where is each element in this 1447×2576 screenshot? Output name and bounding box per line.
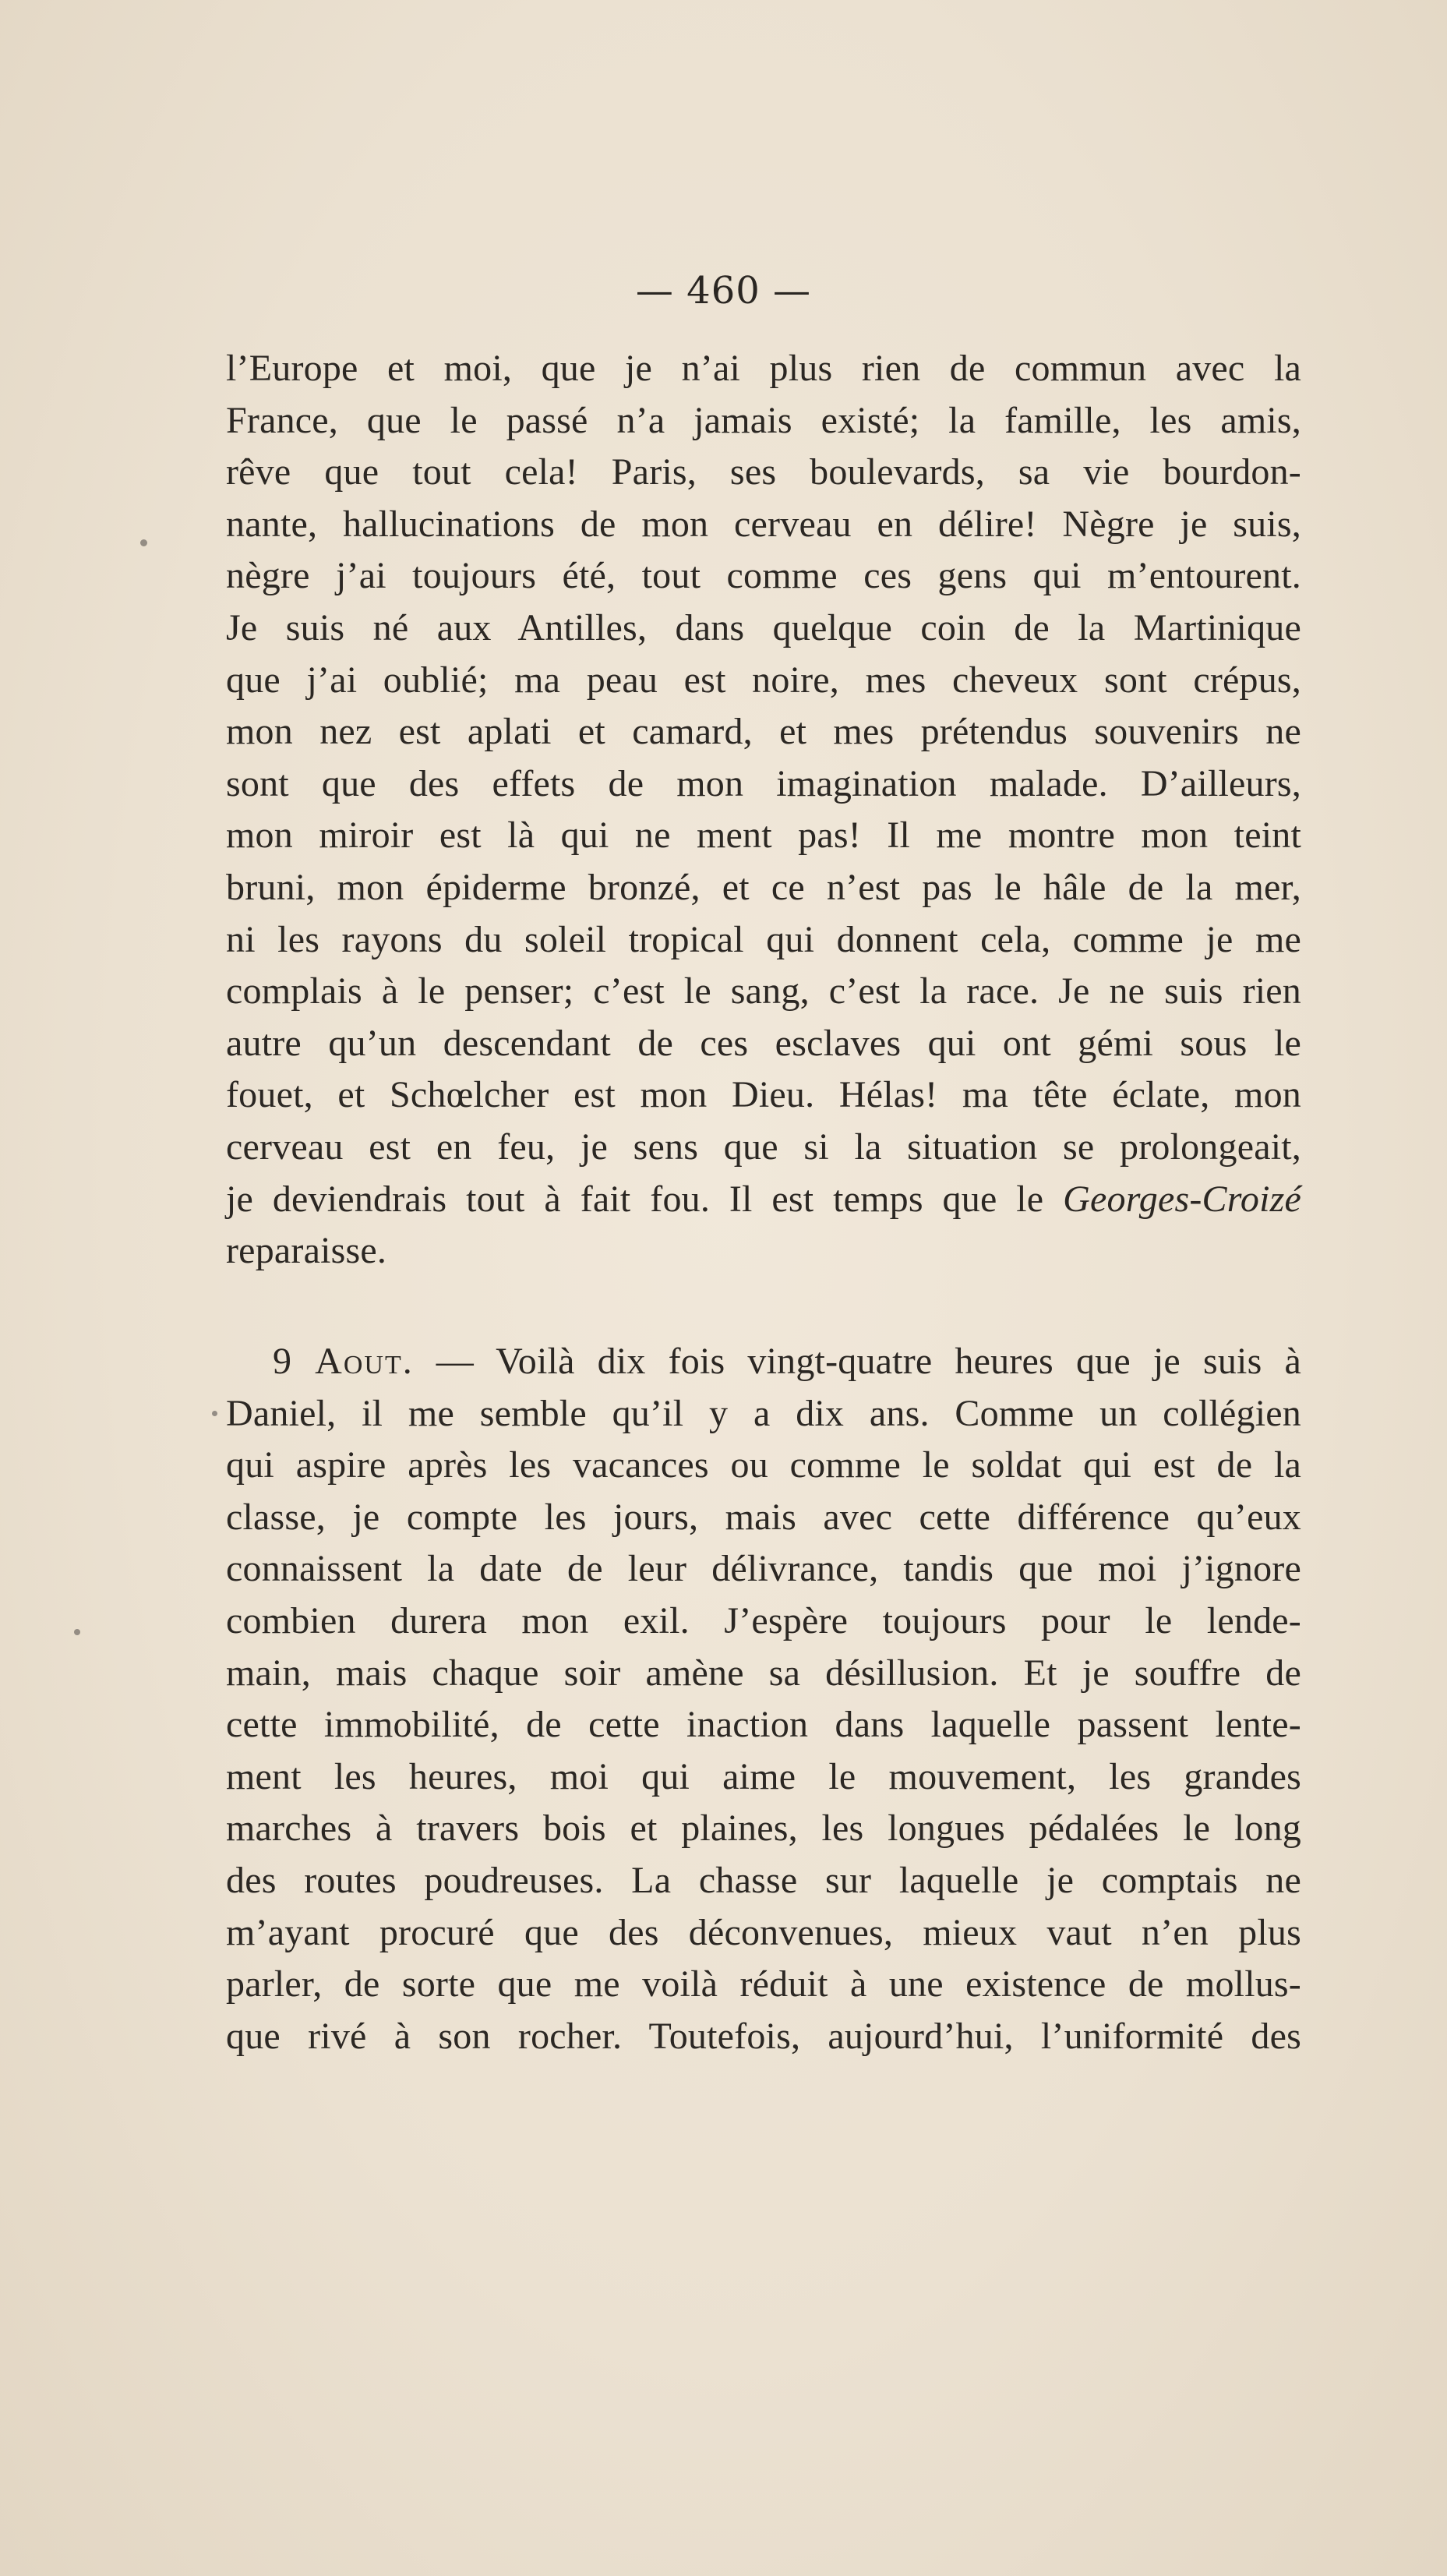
text-line: qui aspire après les vacances ou comme le soldat qui est de la (226, 1444, 1301, 1486)
entry-date: 9 Aout. (273, 1341, 414, 1382)
ship-name: Georges-Croizé (1063, 1178, 1301, 1220)
dated-entry-first-line (226, 1336, 1301, 1388)
paragraph-1 (226, 343, 1301, 1277)
text-line: ni les rayons du soleil tropical qui donnent cela, comme je me (226, 918, 1301, 960)
text-line: complais à le penser; c’est le sang, c’est la race. Je ne suis rien (226, 970, 1301, 1012)
text-line: mon nez est aplati et camard, et mes prétendus souvenirs ne (226, 711, 1301, 753)
text-line: sont que des effets de mon imagination malade. D’ailleurs, (226, 762, 1301, 804)
text-fragment: je deviendrais tout à fait fou. Il est temps que le (226, 1178, 1064, 1220)
text-line: Daniel, il me semble qu’il y a dix ans. Comme un collégien (226, 1392, 1301, 1434)
text-line: parler, de sorte que me voilà réduit à une existence de mollus- (226, 1963, 1301, 2005)
text-line: reparaisse. (226, 1230, 387, 1272)
text-line: ment les heures, moi qui aime le mouvement, les grandes (226, 1755, 1301, 1797)
margin-speck (212, 1411, 217, 1416)
text-fragment: — Voilà dix fois vingt-quatre heures que je suis à (413, 1341, 1301, 1382)
text-line: l’Europe et moi, que je n’ai plus rien de commun avec la (226, 348, 1301, 389)
text-line: que j’ai oublié; ma peau est noire, mes cheveux sont crépus, (226, 659, 1301, 701)
text-line: mon miroir est là qui ne ment pas! Il me montre mon teint (226, 814, 1301, 857)
text-line: marches à travers bois et plaines, les longues pédalées le long (226, 1807, 1301, 1850)
text-line: classe, je compte les jours, mais avec cette différence qu’eux (226, 1496, 1301, 1538)
page-number: — 460 — (635, 269, 812, 313)
text-line: cerveau est en feu, je sens que si la situation se prolongeait, (226, 1125, 1301, 1168)
text-line: rêve que tout cela! Paris, ses boulevards, sa vie bourdon- (226, 451, 1301, 493)
text-line: m’ayant procuré que des déconvenues, mieux vaut n’en plus (226, 1911, 1301, 1953)
text-line: des routes poudreuses. La chasse sur laquelle je comptais ne (226, 1859, 1301, 1901)
margin-speck (74, 1629, 80, 1635)
text-line: fouet, et Schœlcher est mon Dieu. Hélas! ma tête éclate, mon (226, 1074, 1301, 1116)
text-line: autre qu’un descendant de ces esclaves qui ont gémi sous le (226, 1022, 1301, 1064)
text-line: nègre j’ai toujours été, tout comme ces gens qui m’entourent. (226, 555, 1301, 597)
text-line: cette immobilité, de cette inaction dans laquelle passent lente- (226, 1704, 1301, 1746)
text-line: combien durera mon exil. J’espère toujours pour le lende- (226, 1599, 1301, 1641)
text-line: main, mais chaque soir amène sa désillusion. Et je souffre de (226, 1652, 1301, 1694)
text-line: que rivé à son rocher. Toutefois, aujourd’hui, l’uniformité des (226, 2015, 1301, 2057)
text-line: Je suis né aux Antilles, dans quelque coin de la Martinique (226, 606, 1301, 648)
text-line: nante, hallucinations de mon cerveau en délire! Nègre je suis, (226, 503, 1301, 545)
paragraph-2 (226, 1336, 1301, 2062)
text-line: connaissent la date de leur délivrance, tandis que moi j’ignore (226, 1548, 1301, 1590)
text-line: France, que le passé n’a jamais existé; la famille, les amis, (226, 399, 1301, 441)
text-line: bruni, mon épiderme bronzé, et ce n’est pas le hâle de la mer, (226, 866, 1301, 908)
margin-speck (140, 539, 147, 546)
text-line-with-ship-name (226, 1174, 1301, 1226)
